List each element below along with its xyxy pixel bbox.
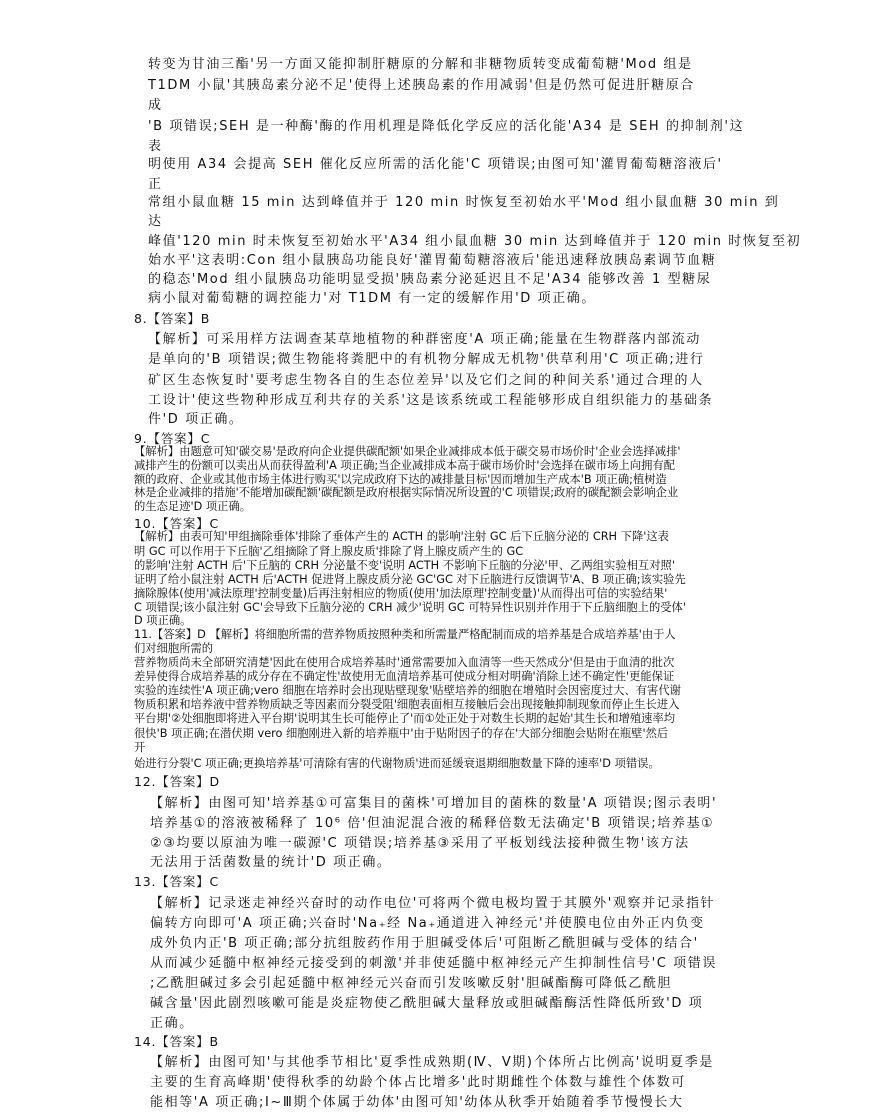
text-line: 【解析】由图可知'与其他季节相比'夏季性成熟期(Ⅳ、Ⅴ期)个体所占比例高'说明夏季是 [150,1055,714,1070]
text-line: 峰值'120 min 时未恢复至初始水平'A34 组小鼠血糖 30 min 达到峰值并于 120 min 时恢复至初 [148,234,802,249]
text-line: 摘除腺体(使用'减法原理'控制变量)后再注射相应的物质(使用'加法原理'控制变量)'从而得出可信的实验结果' [134,587,668,600]
text-line: 们对细胞所需的 [134,642,214,655]
text-line: ②③均要以原油为唯一碳源'C 项错误;培养基③采用了平板划线法接种微生物'该方法 [150,836,690,851]
text-line: 明使用 A34 会提高 SEH 催化反应所需的活化能'C 项错误;由图可知'灌胃葡萄糖溶液后' [148,157,723,172]
text-line: 始水平'这表明:Con 组小鼠胰岛功能良好'灌胃葡萄糖溶液后'能迅速释放胰岛素调节血糖 [148,253,717,268]
text-line: 'B 项错误;SEH 是一种酶'酶的作用机理是降低化学反应的活化能'A34 是 SEH 的抑制剂'这 [148,119,745,134]
text-line: 从而减少延髓中枢神经元接受到的刺激'并非使延髓中枢神经元产生抑制性信号'C 项错误 [150,956,717,971]
text-line: 主要的生育高峰期'使得秋季的幼龄个体占比增多'此时期雌性个体数与雄性个体数可 [150,1075,686,1090]
text-line: C 项错误;该小鼠注射 GC'会导致下丘脑分泌的 CRH 减少'说明 GC 可特异性识别并作用于下丘脑细胞上的受体' [134,601,686,614]
text-line: 是单向的'B 项错误;微生物能将粪肥中的有机物分解成无机物'供草利用'C 项正确;进行 [148,352,705,367]
text-line: 林是企业减排的措施'不能增加碳配额'碳配额是政府根据实际情况所设置的'C 项错误;政府的碳配额会影响企业 [134,486,679,499]
answer-heading-13: 13.【答案】C [134,874,220,889]
text-line: 的影响'注射 ACTH 后'下丘脑的 CRH 分泌量不变'说明 ACTH 不影响下丘脑的分泌'甲、乙两组实验相互对照' [134,559,675,572]
text-line: 营养物质尚未全部研究清楚'因此在使用合成培养基时'通常需要加入血清等一些天然成分'但是由于血清的批次 [134,656,675,669]
text-line: 的稳态'Mod 组小鼠胰岛功能明显受损'胰岛素分泌延迟且不足'A34 能够改善 1 型糖尿 [148,272,712,287]
text-line: 正 [148,177,163,192]
text-line: 正确。 [150,1016,194,1031]
text-line: 开 [134,741,146,754]
text-line: 平台期'②处细胞即将进入平台期'说明其生长可能停止了'而①处正处于对数生长期的起始'其生长和增殖速率均 [134,712,676,725]
text-line: 无法用于活菌数量的统计'D 项正确。 [150,855,392,870]
text-line: 很快'B 项正确;在潜伏期 vero 细胞刚进入新的培养瓶中'由于贴附因子的存在'大部分细胞会贴附在瓶壁'然后 [134,727,669,740]
text-line: 【解析】可采用样方法调查某草地植物的种群密度'A 项正确;能量在生物群落内部流动 [148,332,701,347]
answer-heading-8: 8.【答案】B [134,311,211,326]
text-line: 【解析】记录迷走神经兴奋时的动作电位'可将两个微电极均置于其膜外'观察并记录指针 [150,896,716,911]
text-line: 减排产生的份额可以卖出从而获得盈利'A 项正确;当企业减排成本高于碳市场价时'会选择在碳市场上向拥有配 [134,459,675,472]
text-line: 能相等'A 项正确;Ⅰ~Ⅲ期个体属于幼体'由图可知'幼体从秋季开始随着季节慢慢长大 [150,1095,684,1110]
text-line: 物质积累和培养液中营养物质缺乏等因素而分裂受阻'细胞表面相互接触后会出现接触抑制现象而停止生长进入 [134,698,680,711]
text-line: D 项正确。 [134,614,192,627]
answer-heading-12: 12.【答案】D [134,774,220,789]
text-line: 偏转方向即可'A 项正确;兴奋时'Na₊经 Na₊通道进入神经元'并使膜电位由外正内负变 [150,916,705,931]
answer-heading-10: 10.【答案】C [134,516,220,531]
answer-heading-14: 14.【答案】B [134,1034,219,1049]
text-line: 表 [148,139,163,154]
text-line: 常组小鼠血糖 15 min 达到峰值并于 120 min 时恢复至初始水平'Mod 组小鼠血糖 30 min 到 [148,195,780,210]
text-line: 件'D 项正确。 [148,412,244,427]
text-line: 额的政府、企业或其他市场主体进行购买'以完成政府下达的减排量目标'因而增加生产成本'B 项正确;植树造 [134,473,667,486]
text-line: 达 [148,214,163,229]
text-line: 工设计'使这些物种形成互利共存的关系'这是该系统或工程能够形成自组织能力的基础条 [148,393,714,408]
text-line: 【解析】由图可知'培养基①可富集目的菌株'可增加目的菌株的数量'A 项错误;图示表明' [150,796,718,811]
text-line: 【解析】由题意可知'碳交易'是政府向企业提供碳配额'如果企业减排成本低于碳交易市场价时'企业会选择减排' [134,445,681,458]
text-line: 明 GC 可以作用于下丘脑'乙组摘除了肾上腺皮质'排除了肾上腺皮质产生的 GC [134,545,524,558]
text-line: 矿区生态恢复时'要考虑生物各自的生态位差异'以及它们之间的种间关系'通过合理的人 [148,373,704,388]
answer-heading-11: 11.【答案】D 【解析】将细胞所需的营养物质按照种类和所需量严格配制而成的培养基是合成培养基'由于人 [134,628,676,641]
text-line: 成 [148,98,163,113]
text-line: 培养基①的溶液被稀释了 10⁶ 倍'但油泥混合液的稀释倍数无法确定'B 项错误;培养基① [150,816,715,831]
text-line: T1DM 小鼠'其胰岛素分泌不足'使得上述胰岛素的作用减弱'但是仍然可促进肝糖原合 [148,78,695,93]
text-line: 实验的连续性'A 项正确;vero 细胞在培养时会出现贴壁现象'贴壁培养的细胞在增殖时会因密度过大、有害代谢 [134,684,681,697]
text-line: 转变为甘油三酯'另一方面又能抑制肝糖原的分解和非糖物质转变成葡萄糖'Mod 组是 [148,57,693,72]
text-line: 始进行分裂'C 项正确;更换培养基'可清除有害的代谢物质'进而延缓衰退期细胞数量下降的速率'D 项错误。 [134,757,660,770]
text-line: ;乙酰胆碱过多会引起延髓中枢神经元兴奋而引发咳嗽反射'胆碱酯酶可降低乙酰胆 [150,976,673,991]
text-line: 【解析】由表可知'甲组摘除垂体'排除了垂体产生的 ACTH 的影响'注射 GC 后下丘脑分泌的 CRH 下降'这表 [134,530,669,543]
text-line: 的生态足迹'D 项正确。 [134,500,252,513]
text-line: 病小鼠对葡萄糖的调控能力'对 T1DM 有一定的缓解作用'D 项正确。 [148,291,596,306]
text-line: 碱含量'因此剧烈咳嗽可能是炎症物使乙酰胆碱大量释放或胆碱酯酶活性降低所致'D 项 [150,996,704,1011]
text-line: 成外负内正'B 项正确;部分抗组胺药作用于胆碱受体后'可阻断乙酰胆碱与受体的结合' [150,936,699,951]
text-line: 差异使得合成培养基的成分存在不确定性'故使用无血清培养基可使成分相对明确'消除上述不确定性'更能保证 [134,670,675,683]
answer-heading-9: 9.【答案】C [134,431,211,446]
text-line: 证明了给小鼠注射 ACTH 后'ACTH 促进肾上腺皮质分泌 GC'GC 对下丘脑进行反馈调节'A、B 项正确;该实验先 [134,573,686,586]
